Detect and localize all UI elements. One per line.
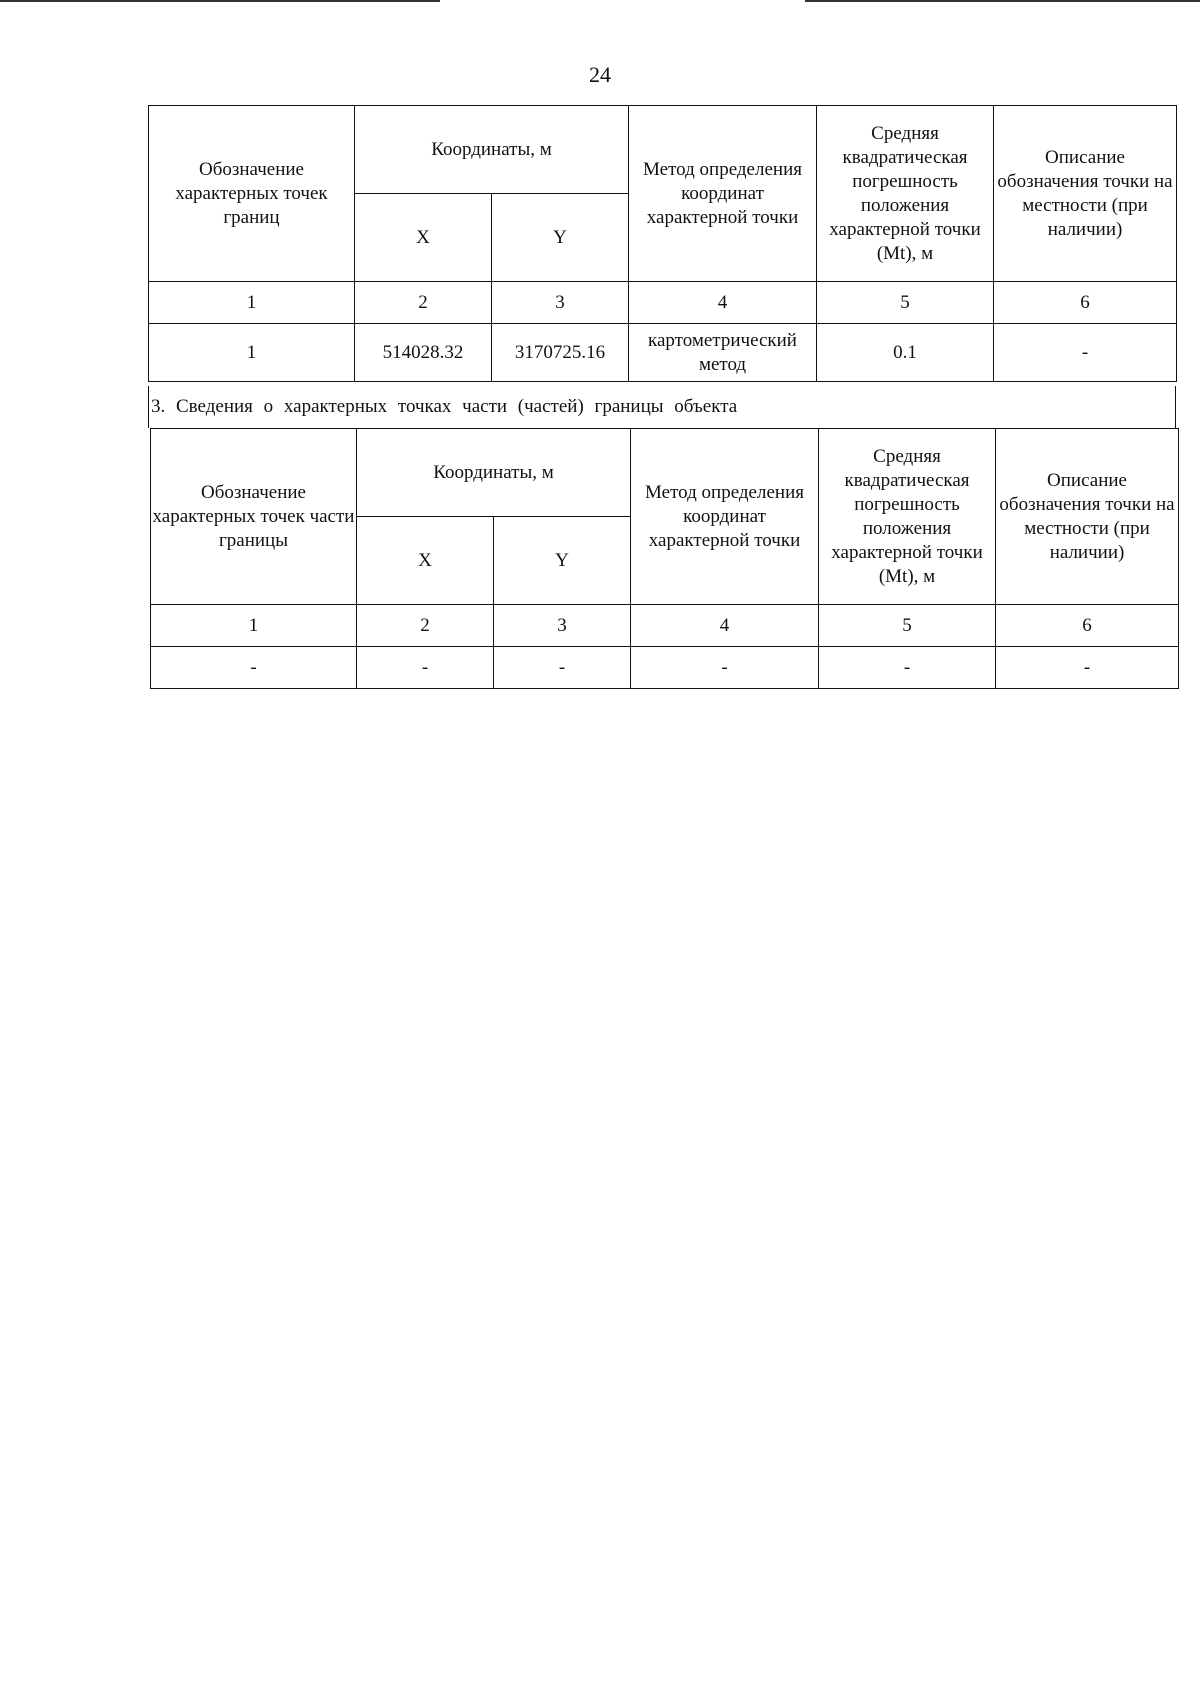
cell-x: 514028.32 [355, 324, 492, 382]
header-description: Описание обозначения точки на местности (при наличии) [996, 429, 1179, 605]
section-3-heading: 3. Сведения о характерных точках части (частей) границы объекта [148, 386, 1176, 428]
cell-y: 3170725.16 [492, 324, 629, 382]
header-coordinates: Координаты, м [355, 106, 629, 194]
boundary-points-table [148, 105, 1177, 382]
table-row [151, 647, 1179, 689]
part-boundary-points-table [150, 428, 1179, 689]
table-header-row [149, 106, 1177, 194]
page-number: 24 [589, 62, 611, 87]
column-number: 2 [355, 282, 492, 324]
column-number: 1 [151, 605, 357, 647]
header-coordinates: Координаты, м [357, 429, 631, 517]
column-number: 1 [149, 282, 355, 324]
header-method: Метод определения координат характерной точки [631, 429, 819, 605]
header-designation: Обозначение характерных точек границ [149, 106, 355, 282]
column-number: 4 [629, 282, 817, 324]
header-x: X [355, 194, 492, 282]
column-number: 5 [819, 605, 996, 647]
header-description: Описание обозначения точки на местности (при наличии) [994, 106, 1177, 282]
column-number: 5 [817, 282, 994, 324]
cell-point: - [151, 647, 357, 689]
cell-point: 1 [149, 324, 355, 382]
cell-x: - [357, 647, 494, 689]
scan-edge-right [805, 0, 1200, 2]
cell-error: 0.1 [817, 324, 994, 382]
table-header-row [151, 429, 1179, 517]
column-number: 4 [631, 605, 819, 647]
column-number: 3 [492, 282, 629, 324]
cell-description: - [996, 647, 1179, 689]
scan-edge-left [0, 0, 440, 2]
header-error: Средняя квадратическая погрешность положения характерной точки (Mt), м [819, 429, 996, 605]
header-designation: Обозначение характерных точек части границы [151, 429, 357, 605]
column-numbering-row [151, 605, 1179, 647]
column-number: 2 [357, 605, 494, 647]
column-numbering-row [149, 282, 1177, 324]
cell-method: картометрический метод [629, 324, 817, 382]
cell-description: - [994, 324, 1177, 382]
table-row [149, 324, 1177, 382]
column-number: 6 [996, 605, 1179, 647]
header-error: Средняя квадратическая погрешность положения характерной точки (Mt), м [817, 106, 994, 282]
header-x: X [357, 517, 494, 605]
column-number: 6 [994, 282, 1177, 324]
header-method: Метод определения координат характерной точки [629, 106, 817, 282]
header-y: Y [494, 517, 631, 605]
header-y: Y [492, 194, 629, 282]
cell-method: - [631, 647, 819, 689]
cell-y: - [494, 647, 631, 689]
column-number: 3 [494, 605, 631, 647]
cell-error: - [819, 647, 996, 689]
